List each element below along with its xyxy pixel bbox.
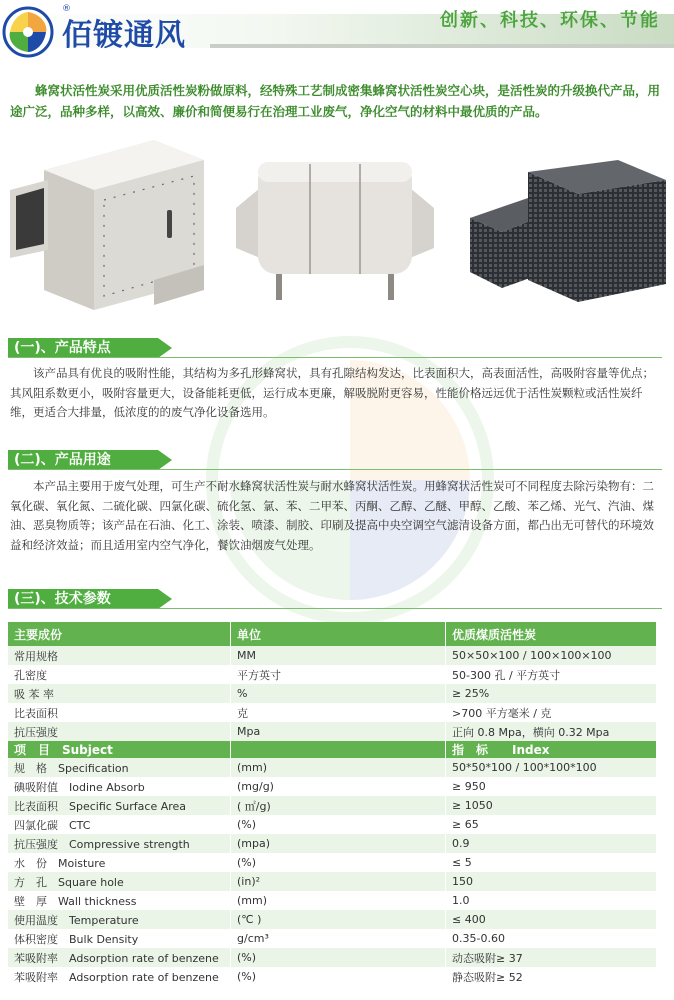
table-row xyxy=(8,910,656,929)
table-cell: 克 xyxy=(231,703,446,722)
table-cell: (mm) xyxy=(231,891,446,910)
table-cell: 50×50×100 / 100×100×100 xyxy=(446,646,657,665)
table-cell: (%) xyxy=(231,948,446,967)
table-row xyxy=(8,853,656,872)
table-header-row xyxy=(8,741,656,758)
table-cell: (℃ ) xyxy=(231,910,446,929)
table-cell: ≤ 400 xyxy=(446,910,657,929)
brand-name: 佰镀通风 xyxy=(62,18,186,53)
table-cell: % xyxy=(231,684,446,703)
table-cell: 主要成份 xyxy=(8,622,231,646)
brand-logo xyxy=(0,2,210,60)
table-row xyxy=(8,777,656,796)
table-cell: 50-300 孔 / 平方英寸 xyxy=(446,665,657,684)
table-cell: 苯吸附率 Adsorption rate of benzene xyxy=(8,967,231,986)
table-row xyxy=(8,929,656,948)
table-cell: ≥ 1050 xyxy=(446,796,657,815)
table-cell: ≥ 65 xyxy=(446,815,657,834)
table-cell: 方 孔 Square hole xyxy=(8,872,231,891)
logo-emblem-icon xyxy=(2,6,54,58)
table-header-row xyxy=(8,622,656,646)
table-row xyxy=(8,815,656,834)
table-cell: 50*50*100 / 100*100*100 xyxy=(446,758,657,777)
section-divider xyxy=(8,357,662,358)
table-row xyxy=(8,758,656,777)
slogan: 创新、科技、环保、节能 xyxy=(440,10,660,31)
table-cell: 优质煤质活性炭 xyxy=(446,622,657,646)
table-cell: (%) xyxy=(231,967,446,986)
table-row xyxy=(8,646,656,665)
table-row xyxy=(8,684,656,703)
table-cell: (mm) xyxy=(231,758,446,777)
table-cell: 吸 苯 率 xyxy=(8,684,231,703)
table-row xyxy=(8,967,656,986)
table-cell: 体积密度 Bulk Density xyxy=(8,929,231,948)
table-row xyxy=(8,872,656,891)
table-cell: 壁 厚 Wall thickness xyxy=(8,891,231,910)
section-specs-title: (三)、技术参数 xyxy=(8,589,158,609)
table-cell: MM xyxy=(231,646,446,665)
table-cell: 正向 0.8 Mpa，横向 0.32 Mpa xyxy=(446,722,657,741)
table-cell: 水 份 Moisture xyxy=(8,853,231,872)
table-cell: 项 目 Subject xyxy=(8,741,231,758)
table-cell: 0.35-0.60 xyxy=(446,929,657,948)
table-cell: 四氯化碳 CTC xyxy=(8,815,231,834)
header-underline xyxy=(210,44,674,48)
table-cell: (%) xyxy=(231,815,446,834)
table-row xyxy=(8,665,656,684)
table-row xyxy=(8,834,656,853)
table-cell: 常用规格 xyxy=(8,646,231,665)
registered-mark: ® xyxy=(62,4,71,14)
uses-paragraph: 本产品主要用于废气处理，可生产不耐水蜂窝状活性炭与耐水蜂窝状活性炭。用蜂窝状活性炭可不同程度去除污染物有：二氧化碳、氧化氮、二硫化碳、四氯化碳、硫化氢、氯、苯、二甲苯、丙酮、乙醇、乙醚、甲醇、乙酸、苯乙烯、光气、汽油、煤油、恶臭物质等；该产品在石油、化工、涂装、喷漆、制胶、印刷及提高中央空调空气滤清设备方面，都凸出无可替代的环境效益和经济效益；而且适用室内空气净化，餐饮油烟废气处理。 xyxy=(10,479,654,552)
section-divider xyxy=(8,469,662,470)
table-cell: 比表面积 xyxy=(8,703,231,722)
table-cell: 1.0 xyxy=(446,891,657,910)
table-cell: 规 格 Specification xyxy=(8,758,231,777)
table-cell: 静态吸附≥ 52 xyxy=(446,967,657,986)
table-cell: ≤ 5 xyxy=(446,853,657,872)
features-paragraph: 该产品具有优良的吸附性能，其结构为多孔形蜂窝状，具有孔隙结构发达，比表面积大，高表面活性，高吸附容量等优点；其风阻系数更小，吸附容量更大，设备能耗更低，运行成本更廉，解吸脱附更容易，性能价格远远优于活性炭颗粒或活性炭纤维，更适合大排量，低浓度的的废气净化设备选用。 xyxy=(10,366,654,419)
table-cell xyxy=(231,741,446,758)
table-cell: 平方英寸 xyxy=(231,665,446,684)
table-cell: 孔密度 xyxy=(8,665,231,684)
table-cell: 抗压强度 Compressive strength xyxy=(8,834,231,853)
table-row xyxy=(8,722,656,741)
page-header xyxy=(0,0,674,62)
table-cell: g/cm³ xyxy=(231,929,446,948)
product-photo-honeycomb-carbon xyxy=(468,158,668,304)
table-cell: (mg/g) xyxy=(231,777,446,796)
table-cell: ≥ 950 xyxy=(446,777,657,796)
section-uses-title: (二)、产品用途 xyxy=(8,450,158,470)
table-cell: >700 平方毫米 / 克 xyxy=(446,703,657,722)
table-row xyxy=(8,891,656,910)
table-row xyxy=(8,703,656,722)
table-cell: 动态吸附≥ 37 xyxy=(446,948,657,967)
table-cell: 比表面积 Specific Surface Area xyxy=(8,796,231,815)
table-cell: ( ㎡/g) xyxy=(231,796,446,815)
table-cell: 指 标 Index xyxy=(446,741,657,758)
spec-table xyxy=(8,622,656,986)
table-cell: 150 xyxy=(446,872,657,891)
table-row xyxy=(8,796,656,815)
table-cell: 苯吸附率 Adsorption rate of benzene xyxy=(8,948,231,967)
table-cell: (in)² xyxy=(231,872,446,891)
intro-paragraph: 蜂窝状活性炭采用优质活性炭粉做原料，经特殊工艺制成密集蜂窝状活性炭空心块，是活性炭的升级换代产品，用途广泛，品种多样，以高效、廉价和简便易行在治理工业废气，净化空气的材料中最优质的产品。 xyxy=(10,83,661,119)
table-cell: ≥ 25% xyxy=(446,684,657,703)
table-cell: Mpa xyxy=(231,722,446,741)
table-cell: 0.9 xyxy=(446,834,657,853)
table-cell: 抗压强度 xyxy=(8,722,231,741)
table-row xyxy=(8,948,656,967)
table-cell: 碘吸附值 Iodine Absorb xyxy=(8,777,231,796)
table-cell: 单位 xyxy=(231,622,446,646)
product-photo-purifier-tank xyxy=(232,148,438,306)
section-divider xyxy=(8,608,662,609)
table-cell: (%) xyxy=(231,853,446,872)
section-features-title: (一)、产品特点 xyxy=(8,338,158,358)
table-cell: (mpa) xyxy=(231,834,446,853)
product-photo-adsorption-box xyxy=(4,130,210,316)
table-cell: 使用温度 Temperature xyxy=(8,910,231,929)
